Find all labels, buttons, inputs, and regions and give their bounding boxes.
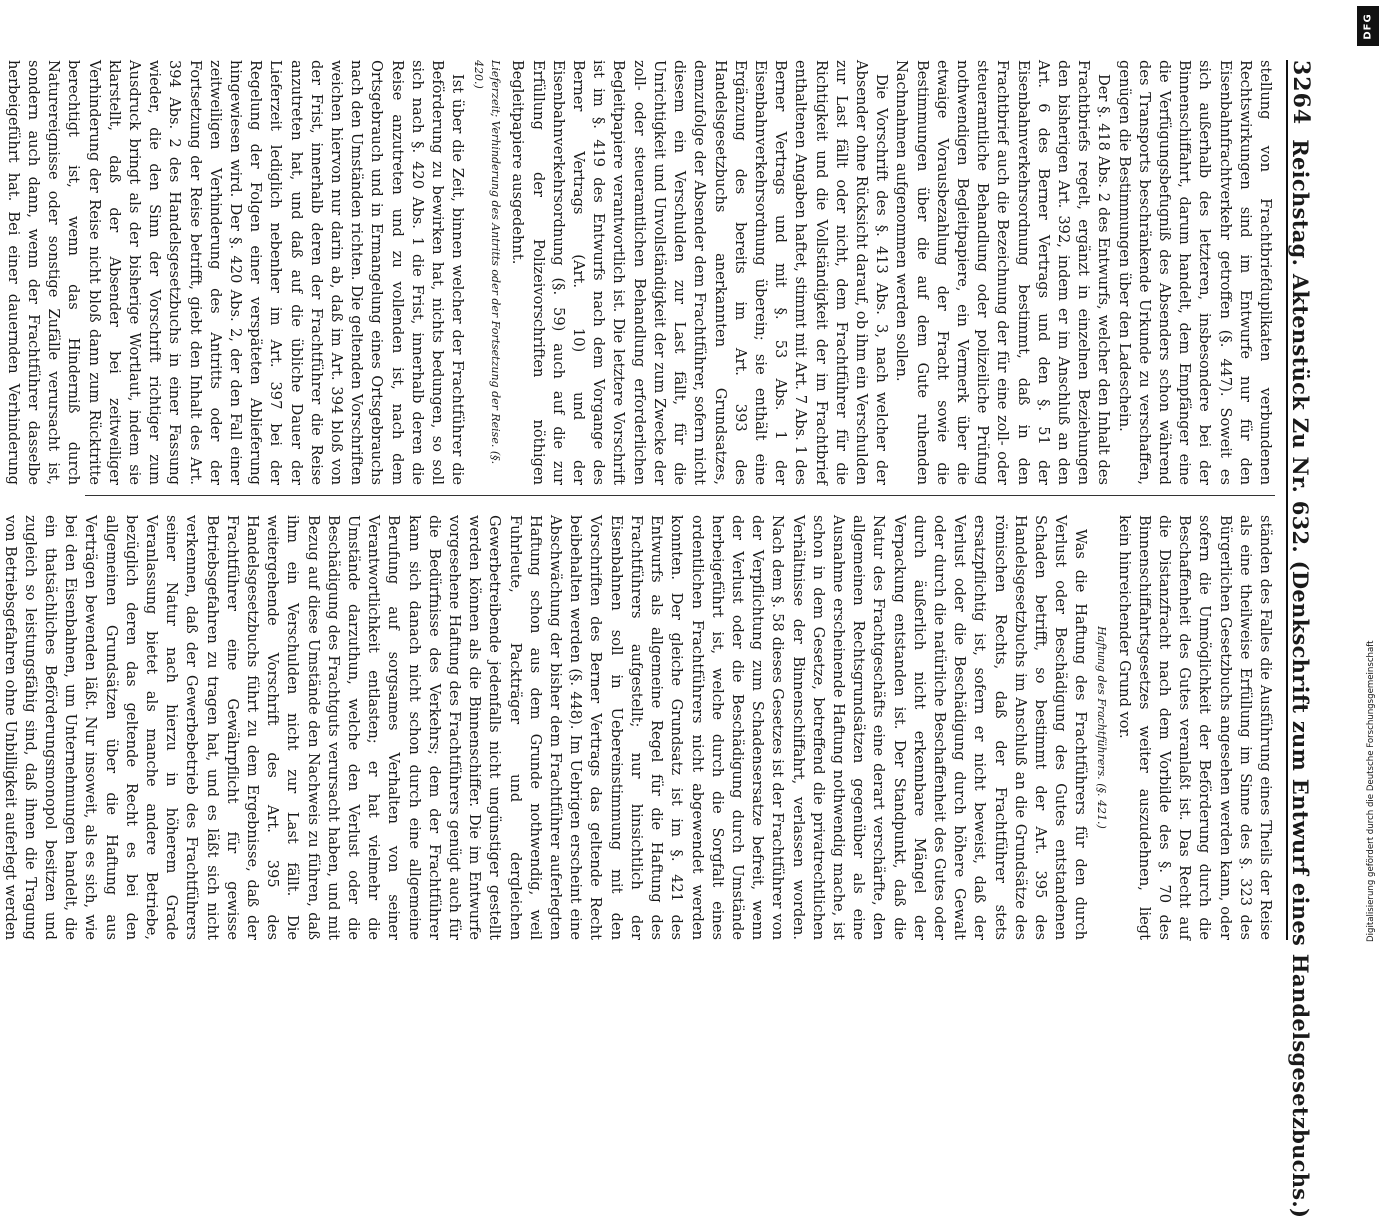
column-divider	[85, 495, 1275, 496]
page-header	[1286, 60, 1328, 1218]
dfg-logo-text: DFG	[1362, 12, 1374, 40]
left-column	[4, 60, 1275, 485]
dfg-logo	[1357, 6, 1379, 46]
left-paragraph-1: stellung von Frachtbriefduplikaten verbundenen Rechtswirkungen sind im Entwurfe nur für den Eisenbahnfrachtverkehr getroffen (§. 447). Soweit es sich außerhalb des letzteren, insbesondere bei der Binnenschiffahrt, darum handelt, dem Empfänger eine die Verfügungsbefugniß des Absenders schon während des Transports beschränkende Urkunde zu verschaffen, genügen die Bestimmungen über den Ladeschein.	[1115, 60, 1274, 485]
left-paragraph-3: Die Vorschrift des §. 413 Abs. 3, nach welcher der Absender ohne Rücksicht darauf, ob ihm ein Verschulden zur Last fällt oder nicht, dem Frachtführer für die Richtigkeit und die Vollständigkeit der im Frachtbrief enthaltenen Angaben haftet, stimmt mit Art. 7 Abs. 1 des Berner Vertrags und mit §. 53 Abs. 1 der Eisenbahnverkehrsordnung überein; sie enthält eine Ergänzung des bereits im Art. 393 des Handelsgesetzbuchs anerkannten Grundsatzes, demzufolge der Absender dem Frachtführer, sofern nicht diesem ein Verschulden zur Last fällt, für die Unrichtigkeit und Unvollständigkeit der zum Zwecke der zoll- oder steueramtlichen Behandlung erforderlichen Begleitpapiere verantwortlich ist. Die letztere Vorschrift ist im §. 419 des Entwurfs nach dem Vorgange des Berner Vertrags (Art. 10) und der Eisenbahnverkehrsordnung (§. 59) auch auf die zur Erfüllung der Polizeivorschriften nöthigen Begleitpapiere ausgedehnt.	[509, 60, 891, 485]
left-paragraph-4: Ist über die Zeit, binnen welcher der Frachtführer die Beförderung zu bewirken hat, nichts bedungen, so soll sich nach §. 420 Abs. 1 die Frist, innerhalb deren die Reise anzutreten und zu vollenden ist, nach dem Ortsgebrauch und in Ermangelung eines Ortsgebrauchs nach den Umständen richten. Die geltenden Vorschriften weichen hiervon nur darin ab, daß im Art. 394 bloß von der Frist, innerhalb deren der Frachtführer die Reise anzutreten hat, und daß auf die übliche Dauer der Lieferzeit lediglich nebenher im Art. 397 bei der Regelung der Folgen einer verspäteten Ablieferung hingewiesen wird. Der §. 420 Abs. 2, der den Fall einer zeitweiligen Verhinderung des Antritts oder der Fortsetzung der Reise betrifft, giebt den Inhalt des Art. 394 Abs. 2 des Handelsgesetzbuchs in einer Fassung wieder, die den Sinn der Vorschrift richtiger zum Ausdruck bringt als der bisherige Wortlaut, indem sie klarstellt, daß der Absender bei zeitweiliger Verhinderung der Reise nicht bloß dann zum Rücktritte berechtigt ist, wenn das Hinderniß durch Naturereignisse oder sonstige Zufälle verursacht ist, sondern auch dann, wenn der Frachtführer dasselbe herbeigeführt hat. Bei einer dauernden Verhinderung	[4, 60, 467, 485]
right-paragraph-1: ständen des Falles die Ausführung eines Theils der Reise als eine theilweise Erfüllung im Sinne des §. 323 des Bürgerlichen Gesetzbuchs angesehen werden kann, oder sofern die Unmöglichkeit der Beförderung durch die Beschaffenheit des Gutes veranlaßt ist. Das Recht auf die Distanzfracht nach dem Vorbilde des §. 70 des Binnenschiffahrtsgesetzes weiter auszudehnen, liegt kein hinreichender Grund vor.	[1115, 515, 1274, 940]
page-title: Reichstag. Aktenstück Zu Nr. 632. (Denkschrift zum Entwurf eines Handelsgesetzbuchs.)	[1288, 139, 1313, 1218]
right-column	[1, 515, 1275, 940]
left-paragraph-2: Der §. 418 Abs. 2 des Entwurfs, welcher den Inhalt des Frachtbriefs regelt, ergänzt in einzelnen Beziehungen den bisherigen Art. 392, indem er im Anschluß an den Art. 6 des Berner Vertrags und den §. 51 der Eisenbahnverkehrsordnung bestimmt, daß in den Frachtbrief auch die Bezeichnung der für eine zoll- oder steueramtliche Behandlung oder polizeiliche Prüfung nothwendigen Begleitpapiere, ein Vermerk über die etwaige Vorausbezahlung der Fracht sowie die Bestimmungen über die auf dem Gute ruhenden Nachnahmen aufgenommen werden sollen.	[893, 60, 1113, 485]
section-heading-haftung: Haftung des Frachtführers. (§. 421.)	[1095, 626, 1109, 829]
digitization-credit-text: Digitalisierung gefördert durch die Deutsche Forschungsgemeinschaft	[1366, 640, 1376, 942]
digitization-credit	[1349, 6, 1377, 994]
right-paragraph-2: Was die Haftung des Frachtführers für den durch Verlust oder Beschädigung des Gutes entstandenen Schaden betrifft, so bestimmt der Art. 395 des Handelsgesetzbuchs im Anschluß an die Grundsätze des römischen Rechts, daß der Frachtführer stets ersatzpflichtig ist, sofern er nicht beweist, daß der Verlust oder die Beschädigung durch höhere Gewalt oder durch die natürliche Beschaffenheit des Gutes oder durch äußerlich nicht erkennbare Mängel der Verpackung entstanden ist. Der Standpunkt, daß die Natur des Frachtgeschäfts eine derart verschärfte, den allgemeinen Rechtsgrundsätzen gegenüber als eine Ausnahme erscheinende Haftung nothwendig mache, ist schon in dem Gesetze, betreffend die privatrechtlichen Verhältnisse der Binnenschiffahrt, verlassen worden. Nach dem §. 58 dieses Gesetzes ist der Frachtführer von der Verpflichtung zum Schadensersatze befreit, wenn der Verlust oder die Beschädigung durch Umstände herbeigeführt ist, welche durch die Sorgfalt eines ordentlichen Frachtführers nicht abgewendet werden konnten. Der gleiche Grundsatz ist im §. 421 des Entwurfs als allgemeine Regel für die Haftung des Frachtführers aufgestellt; nur hinsichtlich der Eisenbahnen soll in Uebereinstimmung mit den Vorschriften des Berner Vertrags das geltende Recht beibehalten werden (§. 448). Im Uebrigen erscheint eine Abschwächung der bisher dem Frachtführer auferlegten Haftung schon aus dem Grunde nothwendig, weil Fuhrleute, Packträger und dergleichen Gewerbetreibende jedenfalls nicht ungünstiger gestellt werden können als die Binnenschiffer. Die im Entwurfe vorgesehene Haftung des Frachtführers genügt auch für die Bedürfnisse des Verkehrs; dem der Frachtführer kann sich danach nicht schon durch eine allgemeine Berufung auf sorgsames Verhalten von seiner Verantwortlichkeit entlasten; er hat vielmehr die Umstände darzuthun, welche den Verlust oder die Beschädigung des Frachtguts verursacht haben, und mit Bezug auf diese Umstände den Nachweis zu führen, daß ihm ein Verschulden nicht zur Last fällt. Die weitergehende Vorschrift des Art. 395 des Handelsgesetzbuchs führt zu dem Ergebnisse, daß der Frachtführer eine Gewährpflicht für gewisse Betriebsgefahren zu tragen hat, und es läßt sich nicht verkennen, daß der Gewerbebetrieb des Frachtführers seiner Natur nach hierzu in höherem Grade Veranlassung bietet als manche andere Betriebe, bezüglich deren das geltende Recht es bei den allgemeinen Grundsätzen über die Haftung aus Verträgen bewenden läßt. Nur insoweit, als es sich, wie bei den Eisenbahnen, um Unternehmungen handelt, die ein thatsächliches Beförderungsmonopol besitzen und zugleich so leistungsfähig sind, daß ihnen die Tragung von Betriebsgefahren ohne Unbilligkeit auferlegt werden	[1, 515, 1090, 940]
page-number: 3264	[1288, 60, 1314, 126]
section-heading-lieferzeit: Lieferzeit; Verhinderung des Antritts oder der Fortsetzung der Reise. (§. 420.)	[472, 60, 503, 465]
